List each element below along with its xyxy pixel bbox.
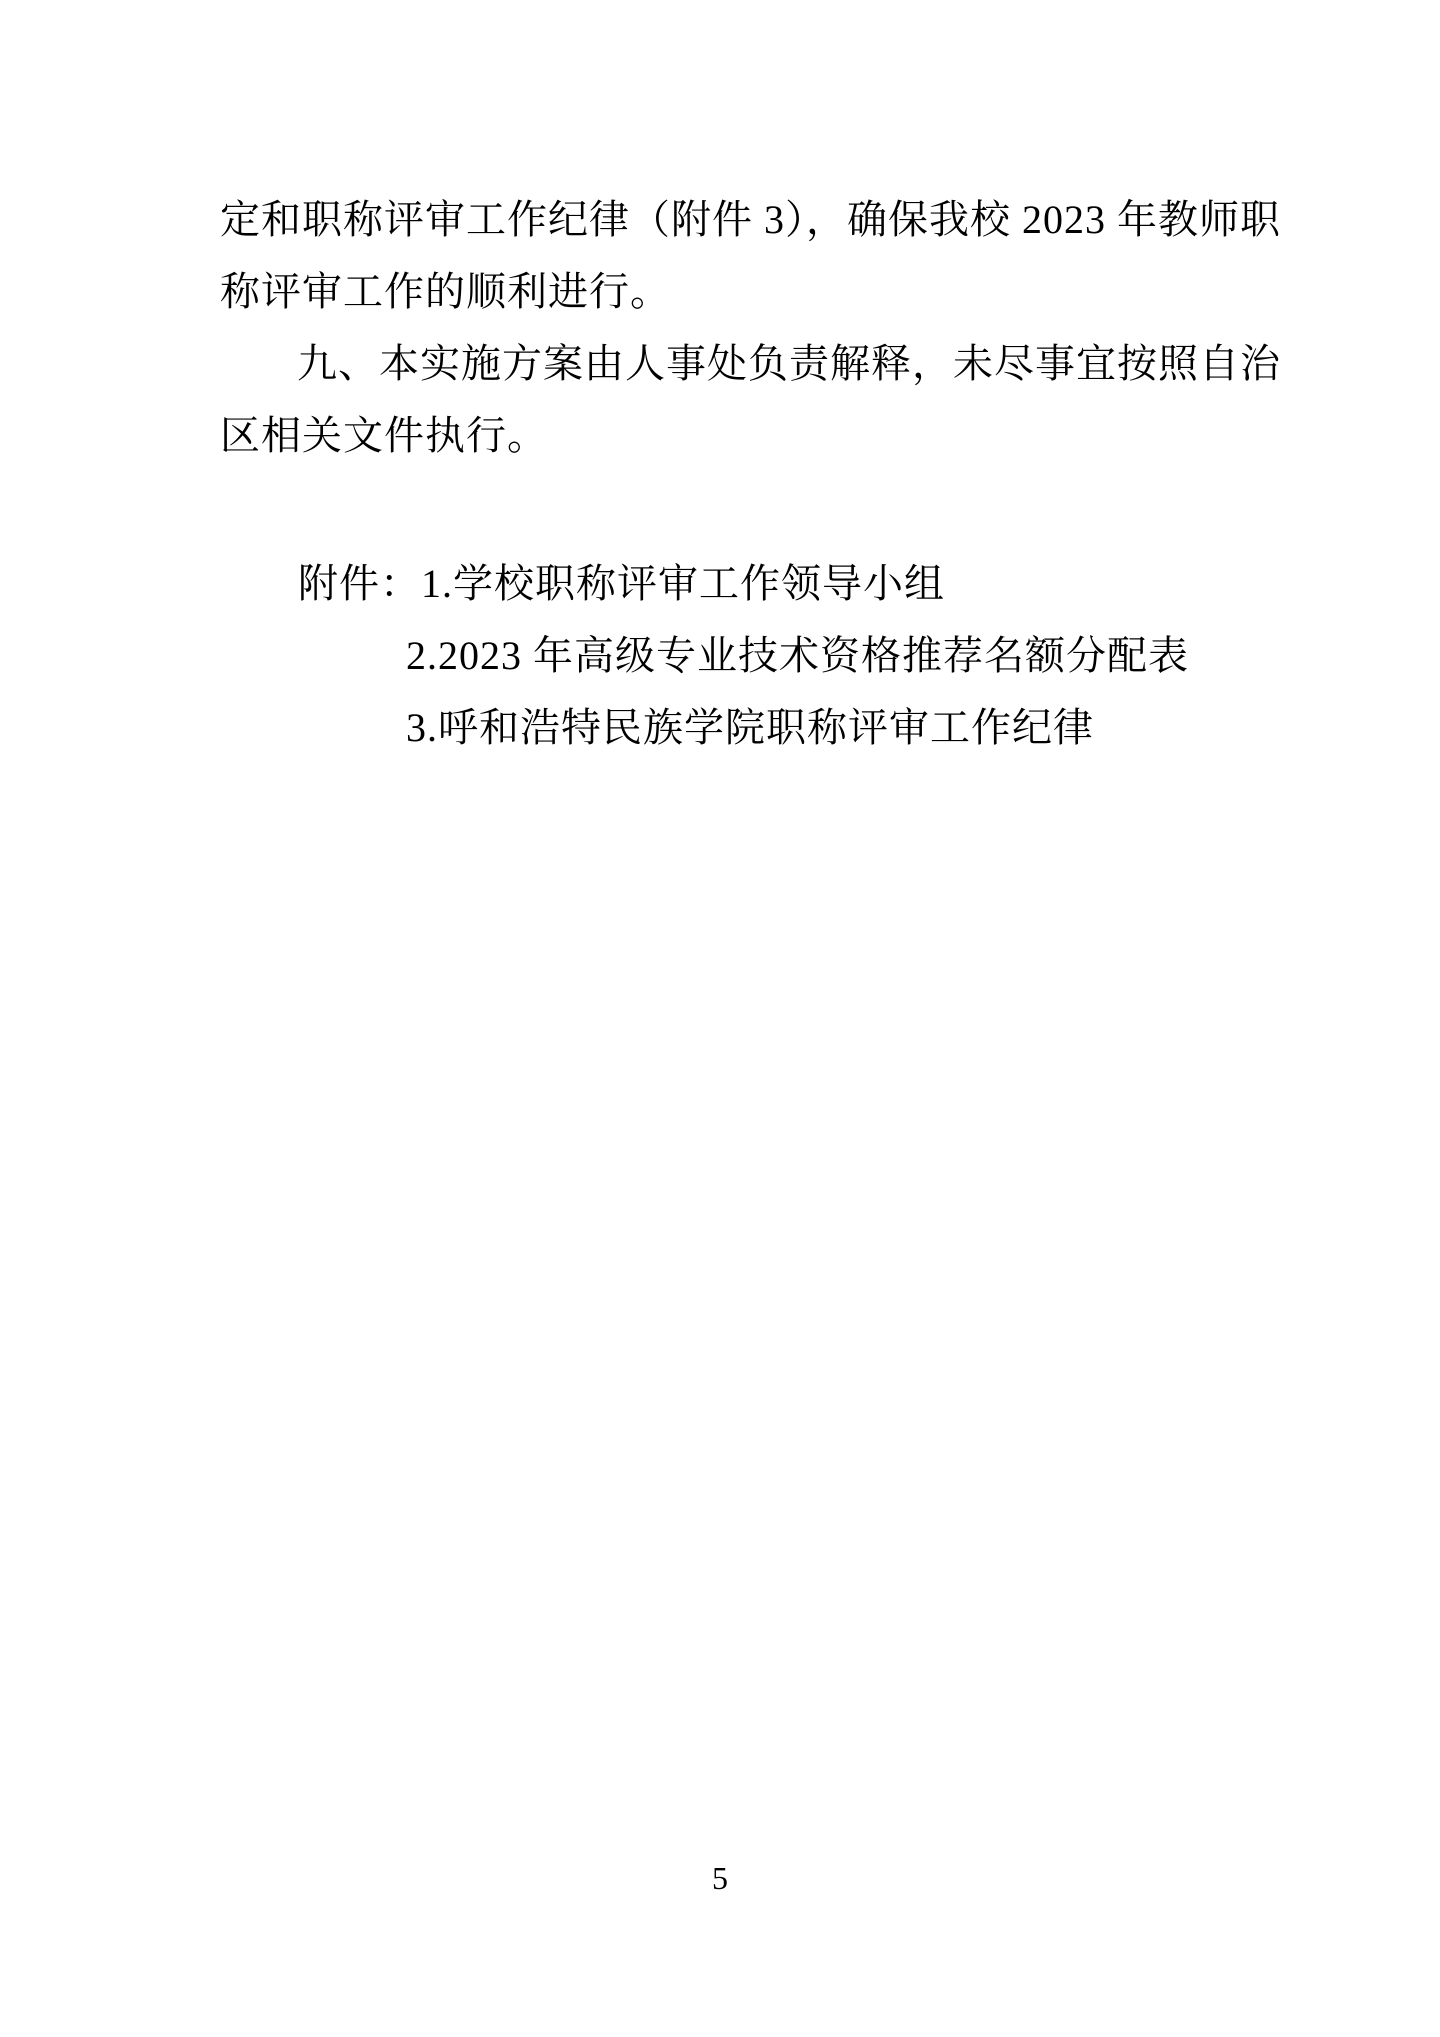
body-paragraph2-line2: 区相关文件执行。 — [220, 413, 548, 458]
attachment-item-3: 3.呼和浩特民族学院职称评审工作纪律 — [406, 705, 1094, 750]
body-paragraph1-line2: 称评审工作的顺利进行。 — [220, 269, 671, 314]
body-paragraph1-line1: 定和职称评审工作纪律（附件 3），确保我校 2023 年教师职 — [220, 197, 1281, 242]
attachments-label: 附件： — [298, 561, 421, 606]
attachment-item-2: 2.2023 年高级专业技术资格推荐名额分配表 — [406, 633, 1189, 678]
body-paragraph2-line1: 九、本实施方案由人事处负责解释，未尽事宜按照自治 — [297, 341, 1281, 386]
attachments-line — [298, 561, 945, 606]
attachment-item-1: 1.学校职称评审工作领导小组 — [421, 561, 945, 606]
page-number: 5 — [712, 1860, 728, 1896]
